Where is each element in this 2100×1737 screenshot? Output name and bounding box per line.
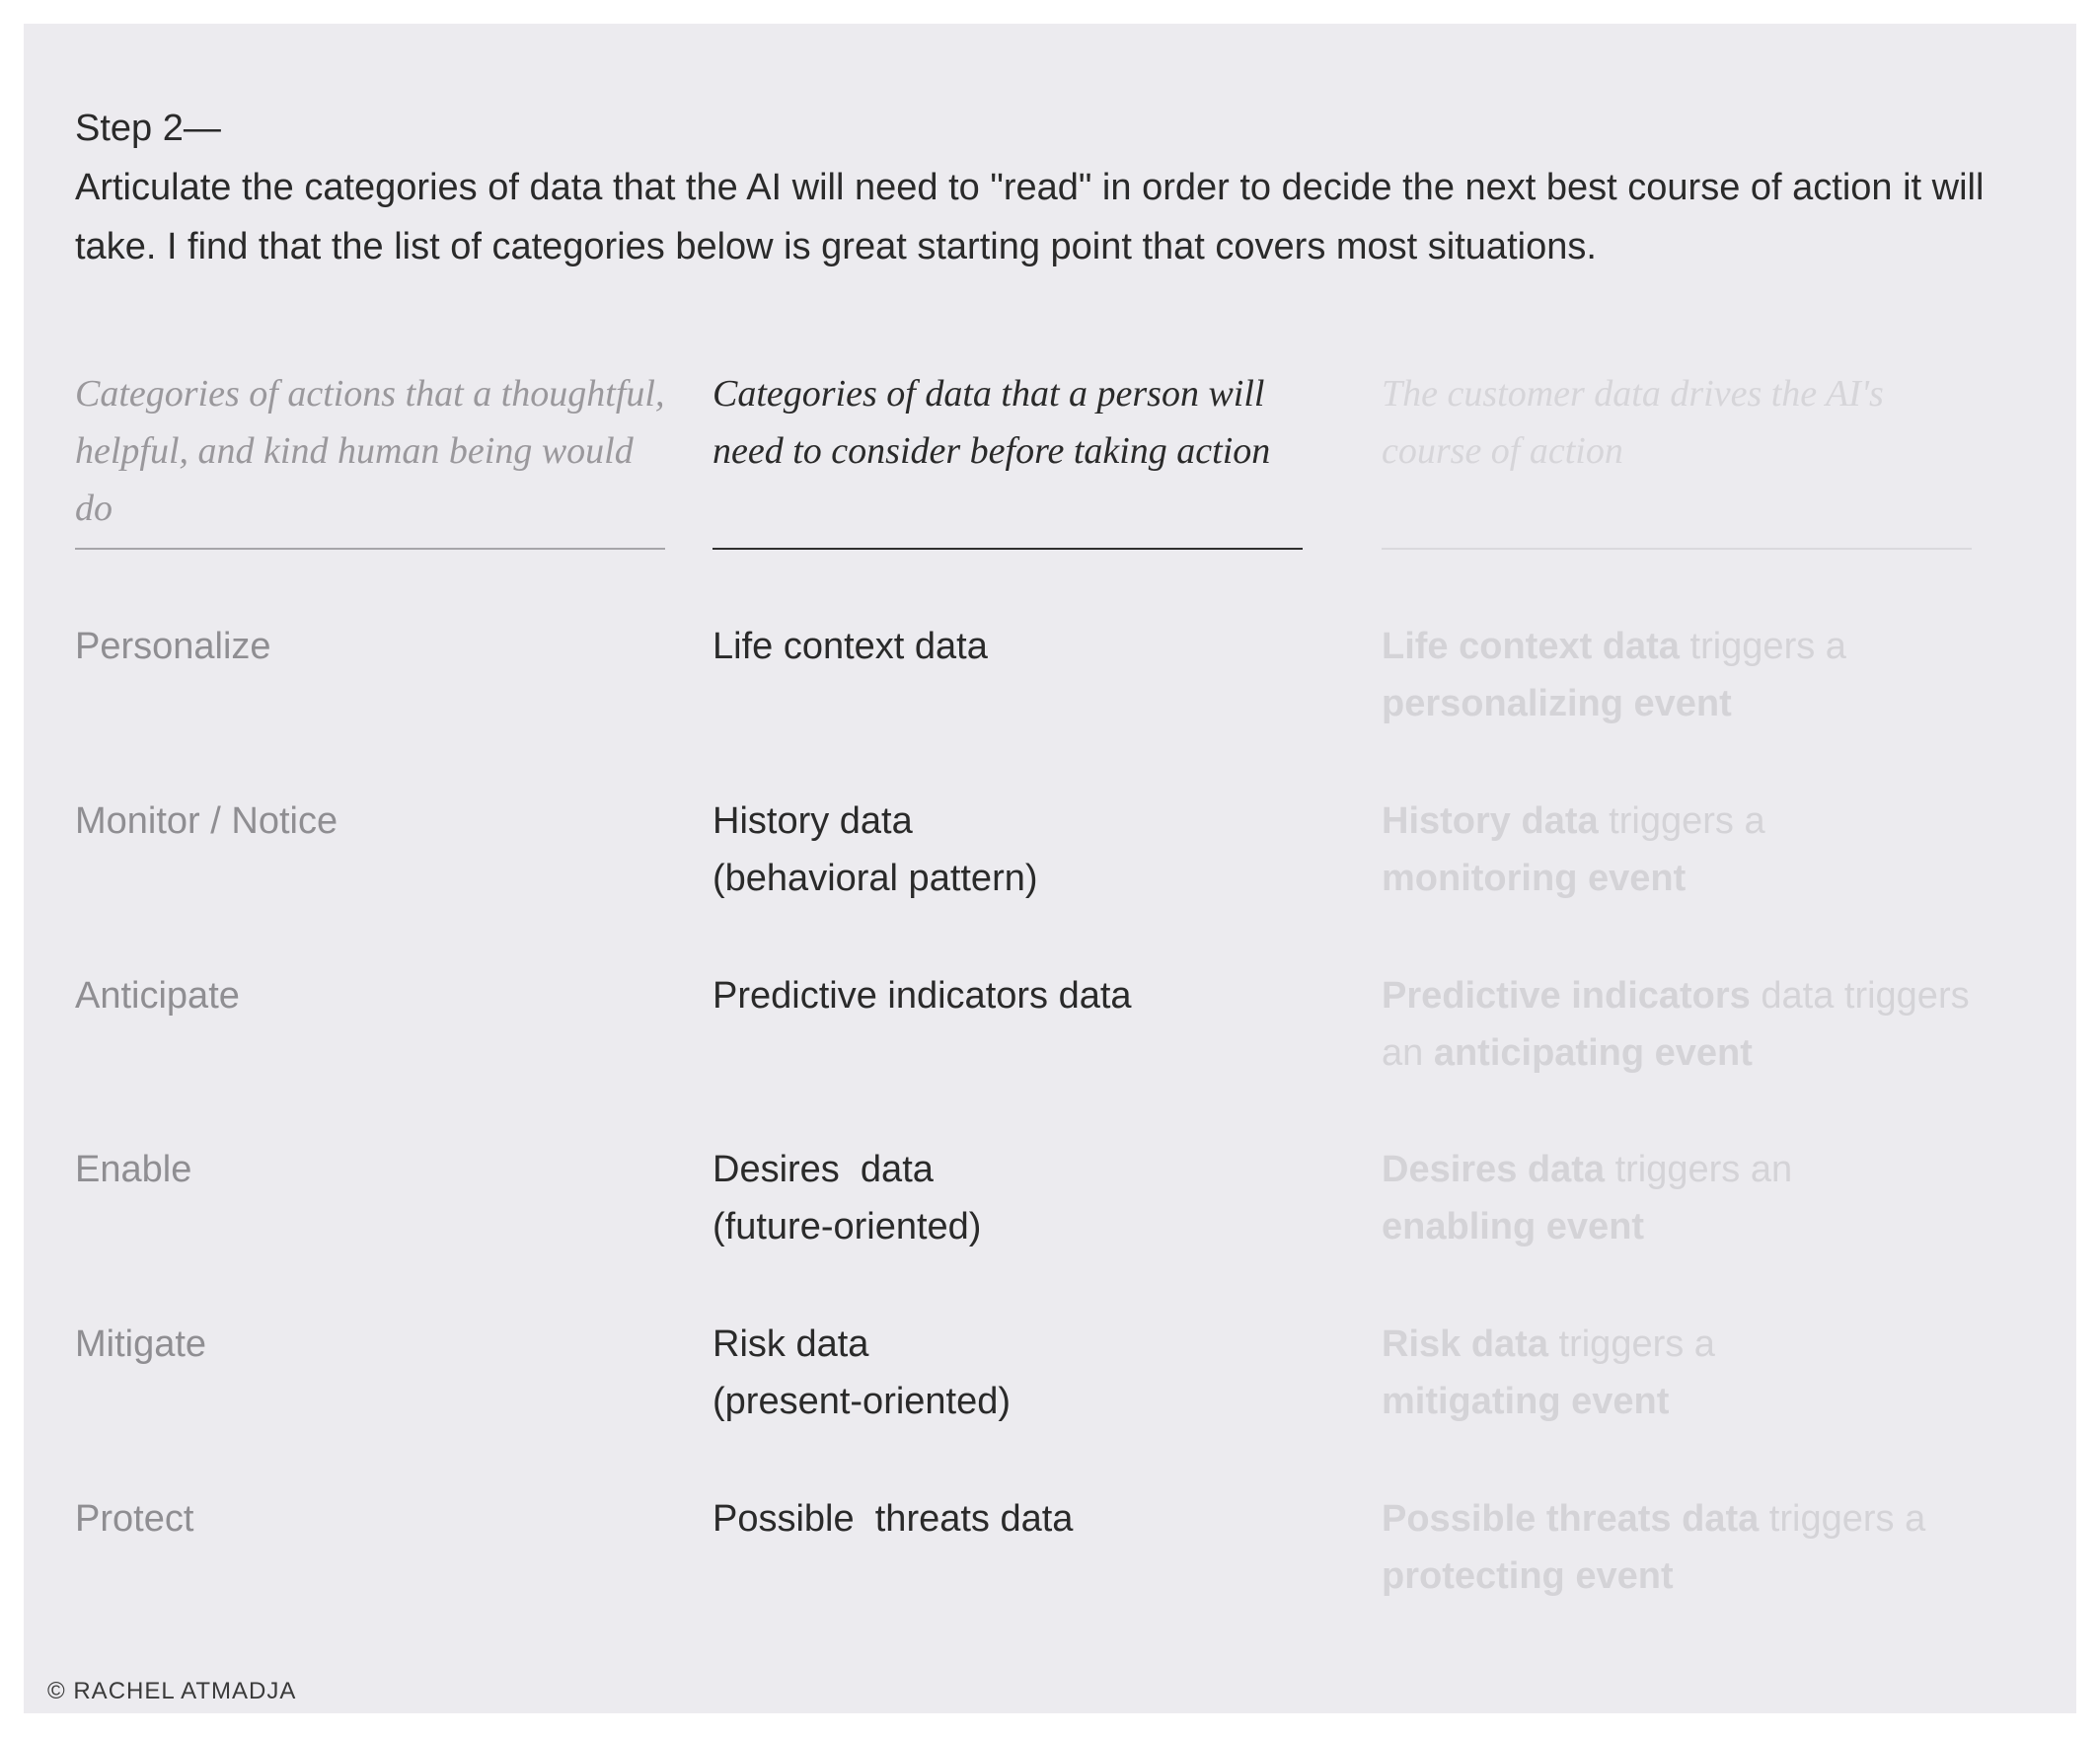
data-column-header: Categories of data that a person will need to consider before taking action bbox=[712, 373, 1271, 472]
trigger-data-bold: Predictive indicators bbox=[1382, 975, 1751, 1017]
data-cell bbox=[712, 1316, 1324, 1430]
data-cell-line: (behavioral pattern) bbox=[712, 858, 1038, 899]
data-cell bbox=[712, 793, 1324, 907]
trigger-data-bold: History data bbox=[1382, 800, 1599, 842]
trigger-cell bbox=[1382, 1316, 1993, 1430]
drives-column-header: The customer data drives the AI's course of action bbox=[1382, 373, 1884, 472]
trigger-line bbox=[1382, 618, 1993, 675]
data-cell-line: Possible threats data bbox=[712, 1498, 1074, 1540]
trigger-text: triggers a bbox=[1759, 1498, 1926, 1540]
trigger-line bbox=[1382, 675, 1993, 732]
trigger-line bbox=[1382, 850, 1993, 907]
data-cell-line: Predictive indicators data bbox=[712, 975, 1132, 1017]
data-cell bbox=[712, 967, 1324, 1024]
trigger-line bbox=[1382, 1024, 1993, 1082]
data-column-divider bbox=[712, 548, 1303, 550]
data-cell-line: (present-oriented) bbox=[712, 1381, 1012, 1422]
trigger-event-bold: monitoring event bbox=[1382, 858, 1687, 899]
step-label: Step 2— bbox=[75, 108, 221, 149]
data-cell bbox=[712, 1141, 1324, 1255]
trigger-cell bbox=[1382, 1141, 1993, 1255]
intro-section bbox=[75, 99, 2009, 276]
trigger-text: triggers a bbox=[1598, 800, 1765, 842]
data-cell-line: Life context data bbox=[712, 626, 988, 667]
data-cell-line: History data bbox=[712, 800, 913, 842]
trigger-text: triggers a bbox=[1547, 1323, 1715, 1365]
trigger-text: data triggers bbox=[1750, 975, 1970, 1017]
drives-column-divider bbox=[1382, 548, 1972, 550]
action-cell: Personalize bbox=[75, 626, 271, 667]
trigger-data-bold: Life context data bbox=[1382, 626, 1680, 667]
trigger-line bbox=[1382, 1490, 1993, 1548]
trigger-event-bold: protecting event bbox=[1382, 1555, 1674, 1597]
data-cell bbox=[712, 1490, 1324, 1548]
actions-column-header: Categories of actions that a thoughtful, helpful, and kind human being would do bbox=[75, 373, 665, 529]
trigger-line bbox=[1382, 793, 1993, 850]
trigger-line bbox=[1382, 1316, 1993, 1373]
trigger-line bbox=[1382, 1373, 1993, 1430]
trigger-data-bold: Risk data bbox=[1382, 1323, 1548, 1365]
trigger-line bbox=[1382, 1141, 1993, 1198]
trigger-text: an bbox=[1382, 1032, 1434, 1074]
trigger-line bbox=[1382, 967, 1993, 1024]
trigger-event-bold: mitigating event bbox=[1382, 1381, 1670, 1422]
trigger-line bbox=[1382, 1198, 1993, 1255]
trigger-line bbox=[1382, 1548, 1993, 1605]
copyright-notice: © RACHEL ATMADJA bbox=[47, 1678, 297, 1704]
actions-column-divider bbox=[75, 548, 665, 550]
trigger-cell bbox=[1382, 793, 1993, 907]
action-cell: Monitor / Notice bbox=[75, 800, 338, 842]
trigger-cell bbox=[1382, 1490, 1993, 1605]
trigger-event-bold: anticipating event bbox=[1433, 1032, 1753, 1074]
data-cell-line: (future-oriented) bbox=[712, 1206, 982, 1247]
action-cell: Protect bbox=[75, 1498, 194, 1540]
step-description: Articulate the categories of data that the AI will need to "read" in order to decide the next best course of action it will take. I find that the list of categories below is great starting point that covers most situations. bbox=[75, 167, 1985, 267]
data-cell-line: Risk data bbox=[712, 1323, 869, 1365]
trigger-cell bbox=[1382, 967, 1993, 1082]
trigger-cell bbox=[1382, 618, 1993, 732]
action-cell: Enable bbox=[75, 1149, 192, 1190]
data-cell-line: Desires data bbox=[712, 1149, 934, 1190]
action-cell: Mitigate bbox=[75, 1323, 207, 1365]
action-cell: Anticipate bbox=[75, 975, 240, 1017]
data-cell bbox=[712, 618, 1324, 675]
trigger-text: triggers a bbox=[1679, 626, 1846, 667]
trigger-data-bold: Desires data bbox=[1382, 1149, 1606, 1190]
trigger-event-bold: enabling event bbox=[1382, 1206, 1645, 1247]
trigger-text: triggers an bbox=[1605, 1149, 1793, 1190]
trigger-data-bold: Possible threats data bbox=[1382, 1498, 1760, 1540]
trigger-event-bold: personalizing event bbox=[1382, 683, 1732, 724]
